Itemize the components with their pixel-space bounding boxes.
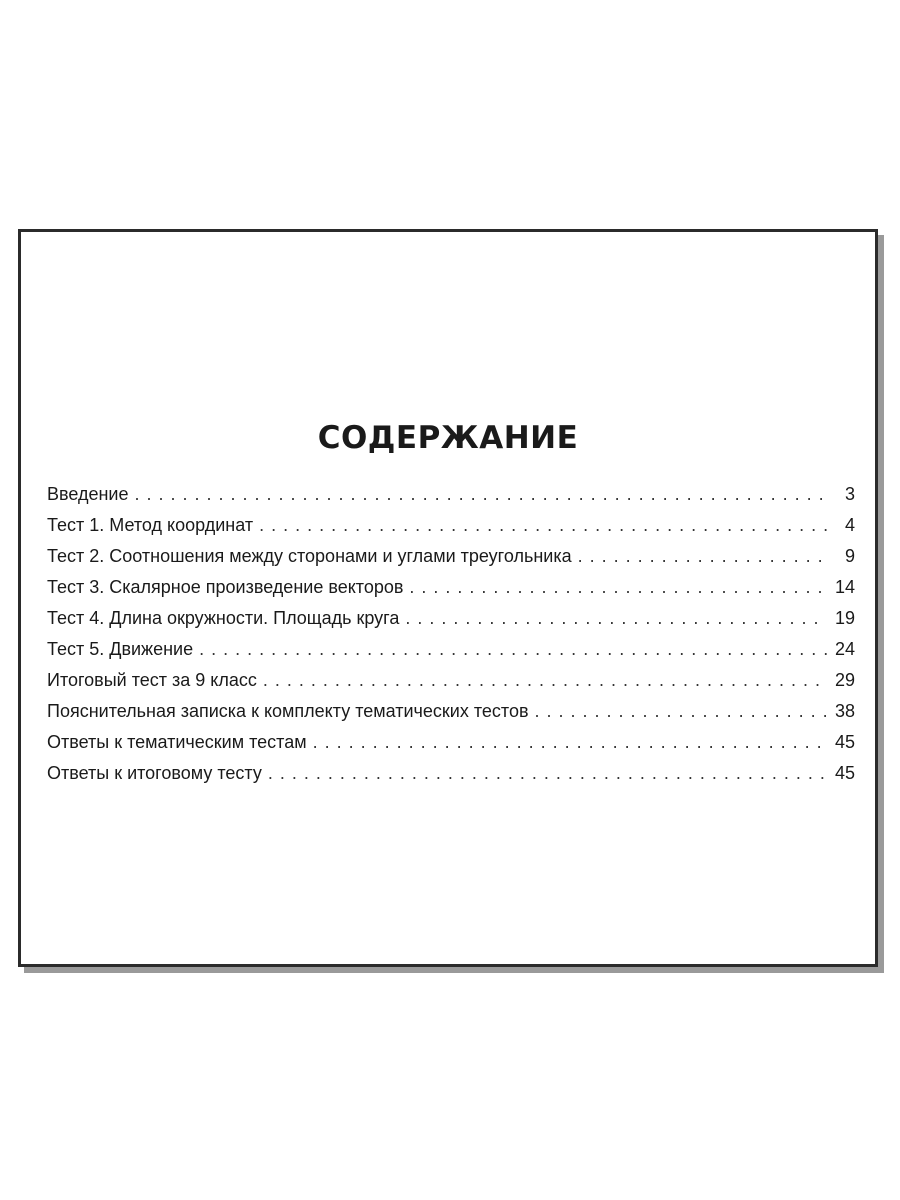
dot-leader bbox=[535, 696, 827, 727]
toc-entry-page: 3 bbox=[844, 484, 855, 504]
toc-entry bbox=[47, 510, 855, 541]
toc-entry-label: Тест 5. Движение bbox=[47, 639, 194, 659]
toc-entry-page: 45 bbox=[834, 732, 855, 752]
toc-entry bbox=[47, 696, 855, 727]
toc-entry bbox=[47, 479, 855, 510]
dot-leader bbox=[578, 541, 827, 572]
dot-leader bbox=[259, 510, 827, 541]
toc-entry-page: 4 bbox=[844, 515, 855, 535]
toc-entry bbox=[47, 665, 855, 696]
dot-leader bbox=[268, 758, 827, 789]
dot-leader bbox=[409, 572, 827, 603]
table-of-contents bbox=[47, 479, 855, 789]
dot-leader bbox=[313, 727, 827, 758]
dot-leader bbox=[199, 634, 827, 665]
page-title: СОДЕРЖАНИЕ bbox=[317, 420, 579, 456]
toc-entry bbox=[47, 634, 855, 665]
toc-entry bbox=[47, 758, 855, 789]
toc-entry-label: Тест 4. Длина окружности. Площадь круга bbox=[47, 608, 400, 628]
toc-entry-page: 29 bbox=[834, 670, 855, 690]
toc-entry-page: 24 bbox=[834, 639, 855, 659]
toc-entry-page: 9 bbox=[844, 546, 855, 566]
dot-leader bbox=[135, 479, 827, 510]
toc-entry-label: Пояснительная записка к комплекту тематических тестов bbox=[47, 701, 529, 721]
dot-leader bbox=[405, 603, 827, 634]
toc-entry-page: 38 bbox=[834, 701, 855, 721]
toc-entry-page: 19 bbox=[834, 608, 855, 628]
toc-entry-label: Итоговый тест за 9 класс bbox=[47, 670, 257, 690]
toc-entry-page: 14 bbox=[834, 577, 855, 597]
toc-entry-label: Тест 3. Скалярное произведение векторов bbox=[47, 577, 404, 597]
toc-entry-label: Ответы к итоговому тесту bbox=[47, 763, 262, 783]
toc-entry-page: 45 bbox=[834, 763, 855, 783]
document-page bbox=[18, 229, 878, 967]
toc-entry-label: Введение bbox=[47, 484, 129, 504]
toc-entry-label: Тест 1. Метод координат bbox=[47, 515, 254, 535]
toc-entry bbox=[47, 572, 855, 603]
toc-entry bbox=[47, 727, 855, 758]
dot-leader bbox=[263, 665, 827, 696]
toc-entry bbox=[47, 541, 855, 572]
toc-entry-label: Тест 2. Соотношения между сторонами и углами треугольника bbox=[47, 546, 572, 566]
toc-entry bbox=[47, 603, 855, 634]
toc-entry-label: Ответы к тематическим тестам bbox=[47, 732, 307, 752]
